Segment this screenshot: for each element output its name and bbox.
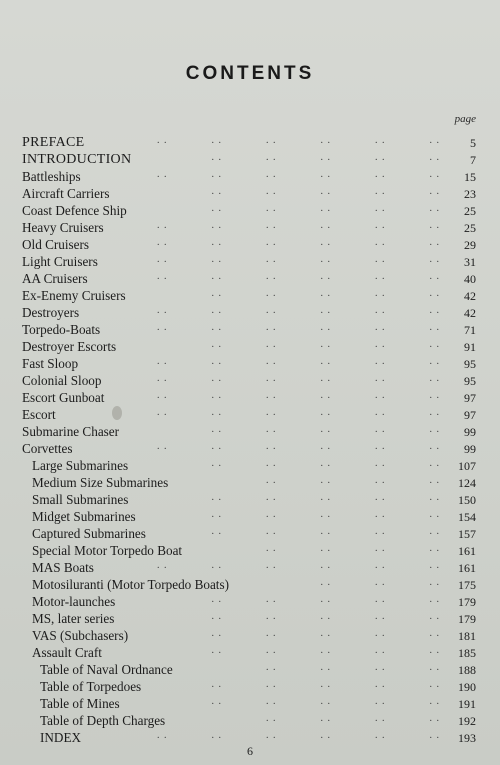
toc-entry-label: INDEX — [40, 730, 82, 745]
toc-entry-page: 7 — [470, 153, 476, 167]
toc-entry-label: Heavy Cruisers — [22, 220, 104, 235]
toc-entry-label: MAS Boats — [32, 560, 94, 575]
toc-entry-page: 25 — [464, 221, 476, 235]
toc-entry-page: 191 — [458, 697, 476, 711]
leader-dots: . . . . . . . . . . — [211, 186, 440, 197]
leader-dots: . . . . . . . . . . — [211, 645, 440, 656]
toc-entry-page: 154 — [458, 510, 476, 524]
toc-entry-page: 40 — [464, 272, 476, 286]
toc-entry-page: 97 — [464, 391, 476, 405]
toc-entry-page: 192 — [458, 714, 476, 728]
leader-dots: . . . . . . . . . . . . — [157, 220, 440, 231]
toc-entry-page: 95 — [464, 357, 476, 371]
toc-entry-page: 190 — [458, 680, 476, 694]
toc-entry-label: Small Submarines — [32, 492, 129, 507]
toc-entry-label: Aircraft Carriers — [22, 186, 110, 201]
toc-entry-page: 29 — [464, 238, 476, 252]
leader-dots: . . . . . . . . . . — [211, 339, 440, 350]
toc-entry-page: 97 — [464, 408, 476, 422]
toc-entry-label: Midget Submarines — [32, 509, 136, 524]
toc-entry-page: 23 — [464, 187, 476, 201]
leader-dots: . . . . . . . . . . — [211, 679, 440, 690]
toc-entry-page: 71 — [464, 323, 476, 337]
leader-dots: . . . . . . . . . . — [211, 152, 440, 163]
toc-entry-label: Large Submarines — [32, 458, 129, 473]
leader-dots: . . . . . . . . . . — [211, 509, 440, 520]
leader-dots: . . . . . . . . . . . . — [157, 237, 440, 248]
leader-dots: . . . . . . . . . . — [211, 526, 440, 537]
paper-smudge — [112, 406, 122, 420]
leader-dots: . . . . . . . . . . . . — [157, 407, 440, 418]
toc-entry-page: 157 — [458, 527, 476, 541]
leader-dots: . . . . . . . . . . — [211, 288, 440, 299]
toc-entry-page: 99 — [464, 425, 476, 439]
toc-entry-label: VAS (Subchasers) — [32, 628, 129, 643]
leader-dots: . . . . . . . . . . — [211, 424, 440, 435]
toc-entry-page: 181 — [458, 629, 476, 643]
toc-entry-page: 42 — [464, 289, 476, 303]
leader-dots: . . . . . . . . — [266, 713, 440, 724]
toc-entry-page: 95 — [464, 374, 476, 388]
leader-dots: . . . . . . . . . . . . — [157, 730, 440, 741]
leader-dots: . . . . . . . . . . . . — [157, 441, 440, 452]
toc-entry-label: Escort — [22, 407, 56, 422]
toc-entry-page: 15 — [464, 170, 476, 184]
toc-entry-page: 185 — [458, 646, 476, 660]
toc-entry-page: 107 — [458, 459, 476, 473]
page-number: 6 — [247, 744, 253, 758]
toc-entry-page: 91 — [464, 340, 476, 354]
leader-dots: . . . . . . . . . . . . — [157, 560, 440, 571]
toc-entry-label: Corvettes — [22, 441, 73, 456]
toc-entry-label: Table of Mines — [40, 696, 120, 711]
leader-dots: . . . . . . . . . . — [211, 203, 440, 214]
leader-dots: . . . . . . . . . . — [211, 492, 440, 503]
toc-entry-label: PREFACE — [22, 135, 85, 150]
leader-dots: . . . . . . . . . . . . — [157, 254, 440, 265]
toc-entry-page: 161 — [458, 561, 476, 575]
leader-dots: . . . . . . . . . . . . — [157, 305, 440, 316]
toc-entry-label: Motor-launches — [32, 594, 116, 609]
toc-entry-page: 31 — [464, 255, 476, 269]
toc-entry-label: Table of Torpedoes — [40, 679, 142, 694]
table-of-contents — [0, 134, 500, 746]
toc-entry-label: Captured Submarines — [32, 526, 146, 541]
toc-entry-label: Light Cruisers — [22, 254, 98, 269]
toc-entry-label: Escort Gunboat — [22, 390, 105, 405]
toc-entry-label: Medium Size Submarines — [32, 475, 169, 490]
toc-entry-label: Torpedo-Boats — [22, 322, 101, 337]
toc-entry-page: 175 — [458, 578, 476, 592]
toc-entry-page: 179 — [458, 612, 476, 626]
toc-entry-label: Ex-Enemy Cruisers — [22, 288, 126, 303]
leader-dots: . . . . . . . . . . . . — [157, 356, 440, 367]
toc-entry-page: 99 — [464, 442, 476, 456]
toc-entry-label: Fast Sloop — [22, 356, 79, 371]
toc-entry-page: 25 — [464, 204, 476, 218]
leader-dots: . . . . . . . . . . . . — [157, 135, 440, 146]
toc-entry-page: 5 — [470, 136, 476, 150]
leader-dots: . . . . . . . . . . . . — [157, 322, 440, 333]
leader-dots: . . . . . . . . . . . . — [157, 373, 440, 384]
leader-dots: . . . . . . . . — [266, 475, 440, 486]
leader-dots: . . . . . . . . . . — [211, 628, 440, 639]
toc-entry-label: Table of Depth Charges — [40, 713, 166, 728]
page-column-label: page — [454, 113, 476, 125]
leader-dots: . . . . . . — [320, 577, 440, 588]
toc-entry-page: 42 — [464, 306, 476, 320]
toc-entry-label: Battleships — [22, 169, 81, 184]
toc-entry-page: 161 — [458, 544, 476, 558]
toc-entry-label: Special Motor Torpedo Boat — [32, 543, 183, 558]
toc-entry-label: INTRODUCTION — [22, 152, 132, 167]
toc-entry-label: Old Cruisers — [22, 237, 90, 252]
toc-entry-label: Submarine Chaser — [22, 424, 120, 439]
toc-entry-label: Colonial Sloop — [22, 373, 102, 388]
leader-dots: . . . . . . . . . . . . — [157, 390, 440, 401]
toc-entry-label: Destroyers — [22, 305, 80, 320]
leader-dots: . . . . . . . . . . . . — [157, 271, 440, 282]
leader-dots: . . . . . . . . . . — [211, 611, 440, 622]
leader-dots: . . . . . . . . — [266, 662, 440, 673]
toc-entry-page: 193 — [458, 731, 476, 745]
leader-dots: . . . . . . . . . . — [211, 458, 440, 469]
toc-entry-label: Destroyer Escorts — [22, 339, 117, 354]
leader-dots: . . . . . . . . — [266, 543, 440, 554]
toc-entry-label: Motosiluranti (Motor Torpedo Boats) — [32, 577, 229, 592]
leader-dots: . . . . . . . . . . . . — [157, 169, 440, 180]
toc-entry-label: Table of Naval Ordnance — [40, 662, 173, 677]
toc-entry-page: 179 — [458, 595, 476, 609]
toc-entry-label: Assault Craft — [32, 645, 102, 660]
toc-entry-label: Coast Defence Ship — [22, 203, 127, 218]
toc-entry-page: 124 — [458, 476, 476, 490]
toc-entry-label: MS, later series — [32, 611, 115, 626]
toc-entry-label: AA Cruisers — [22, 271, 88, 286]
leader-dots: . . . . . . . . . . — [211, 594, 440, 605]
leader-dots: . . . . . . . . . . — [211, 696, 440, 707]
toc-entry-page: 150 — [458, 493, 476, 507]
toc-entry-page: 188 — [458, 663, 476, 677]
page-title: CONTENTS — [185, 63, 315, 84]
